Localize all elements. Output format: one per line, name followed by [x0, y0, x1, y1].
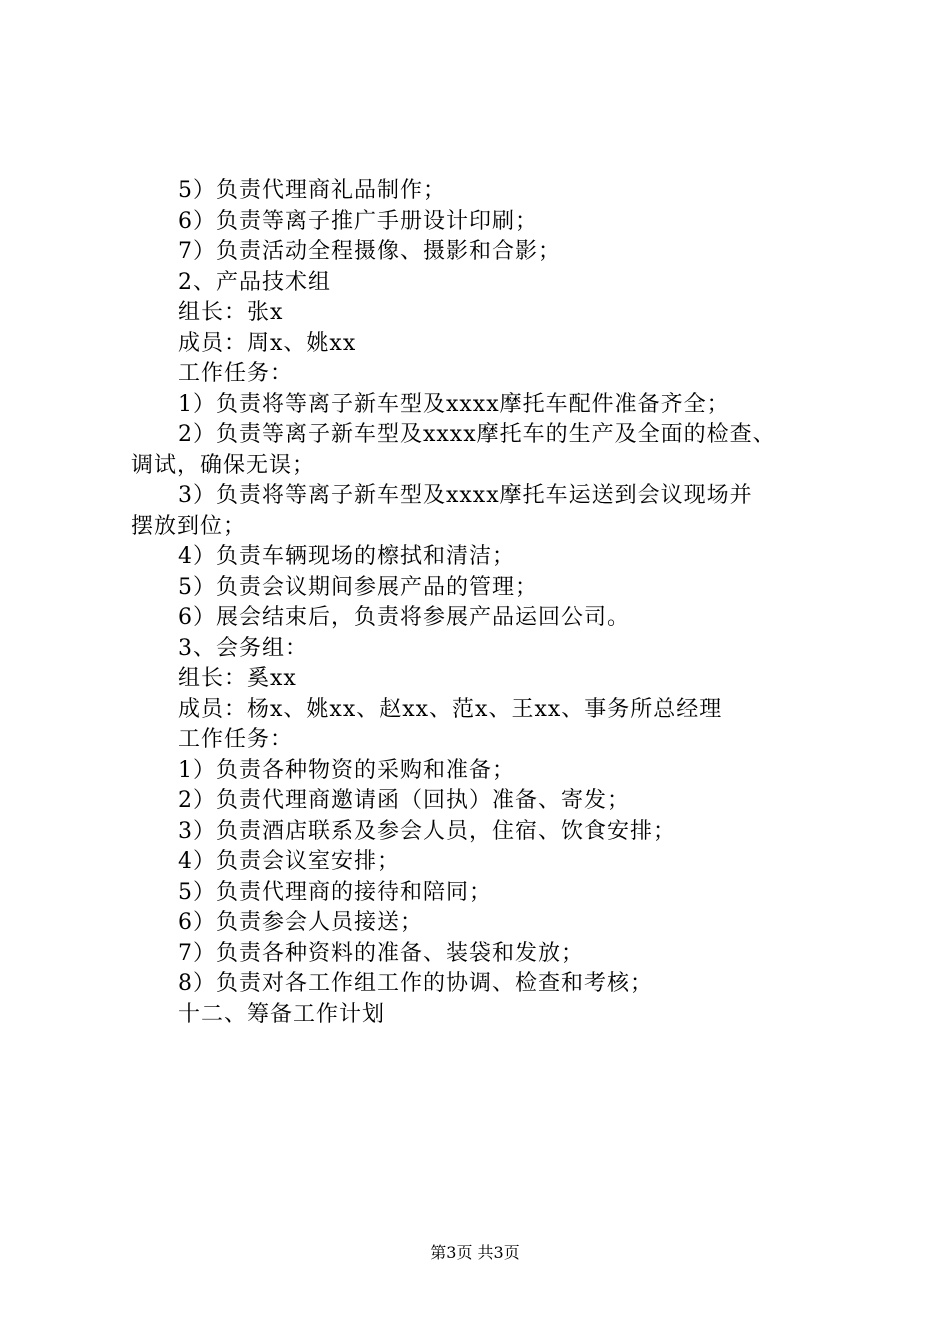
- page-footer: 第3页 共3页: [430, 1243, 520, 1262]
- text-line: 3）负责将等离子新车型及xxxx摩托车运送到会议现场并: [178, 483, 753, 508]
- text-line: 调试，确保无误；: [131, 452, 316, 478]
- text-line: 5）负责代理商的接待和陪同；: [178, 879, 492, 905]
- text-line: 成员：杨x、姚xx、赵xx、范x、王xx、事务所总经理: [178, 696, 723, 722]
- text-line: 十二、筹备工作计划: [178, 1001, 386, 1027]
- text-line: 3、会务组：: [178, 635, 308, 661]
- text-line: 1）负责各种物资的采购和准备；: [178, 757, 515, 783]
- text-line: 3）负责酒店联系及参会人员，住宿、饮食安排；: [178, 818, 676, 844]
- text-line: 2）负责等离子新车型及xxxx摩托车的生产及全面的检查、: [178, 422, 776, 447]
- document-body: [131, 176, 831, 1030]
- text-line: 6）负责等离子推广手册设计印刷；: [178, 208, 538, 234]
- text-line: 8）负责对各工作组工作的协调、检查和考核；: [178, 971, 653, 996]
- text-line: 2）负责代理商邀请函（回执）准备、寄发；: [178, 788, 630, 813]
- text-line: 7）负责各种资料的准备、装袋和发放；: [178, 940, 584, 966]
- text-line: 组长：张x: [178, 300, 284, 325]
- text-line: 5）负责代理商礼品制作；: [178, 178, 446, 203]
- text-line: 工作任务：: [178, 361, 294, 386]
- text-line: 2、产品技术组: [178, 269, 331, 295]
- text-line: 1）负责将等离子新车型及xxxx摩托车配件准备齐全；: [178, 391, 730, 417]
- text-line: 5）负责会议期间参展产品的管理；: [178, 574, 538, 600]
- text-line: 成员：周x、姚xx: [178, 330, 357, 356]
- text-line: 工作任务：: [178, 727, 294, 752]
- text-line: 4）负责会议室安排；: [178, 849, 400, 874]
- text-line: 6）展会结束后，负责将参展产品运回公司。: [178, 605, 630, 630]
- text-line: 4）负责车辆现场的檫拭和清洁；: [178, 544, 515, 569]
- text-line: 7）负责活动全程摄像、摄影和合影；: [178, 239, 561, 264]
- text-line: 6）负责参会人员接送；: [178, 910, 423, 935]
- text-line: 组长：奚xx: [178, 666, 297, 691]
- text-line: 摆放到位；: [131, 513, 247, 539]
